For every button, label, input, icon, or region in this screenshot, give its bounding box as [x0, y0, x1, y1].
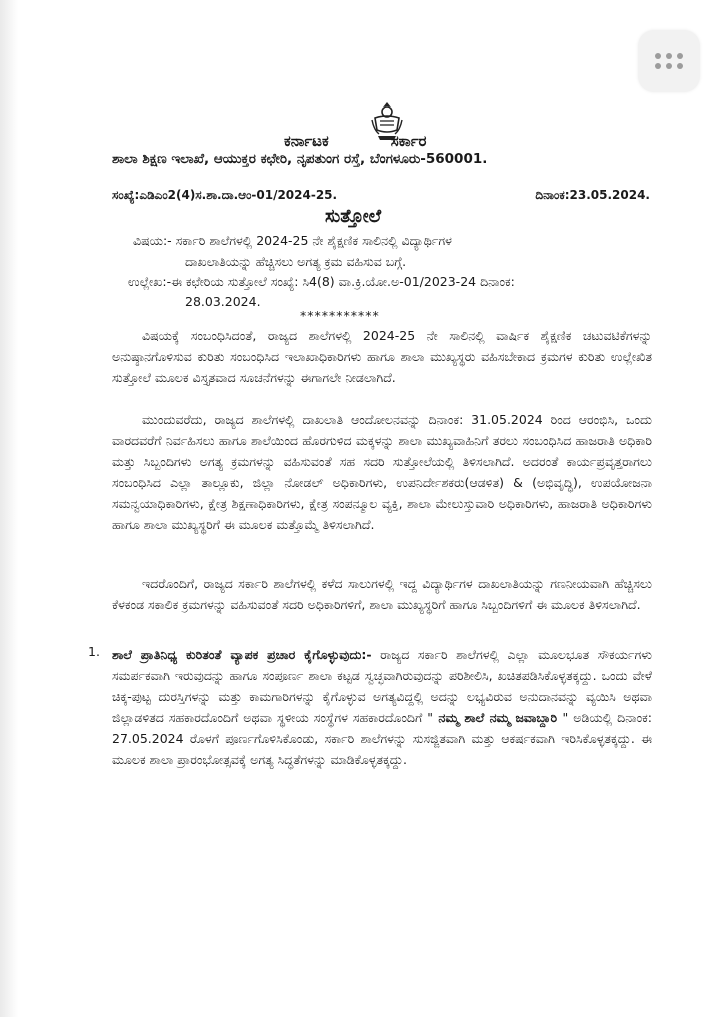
reference-number: ಸಂಖ್ಯೆ:ಎಡಿಎಂ2(4)ಸ.ಶಾ.ದಾ.ಆಂ-01/2024-25.	[112, 188, 338, 202]
item-1-heading: ಶಾಲೆ ಪ್ರಾತಿನಿಧ್ಯ ಕುರಿತಂತೆ ವ್ಯಾಪಕ ಪ್ರಚಾರ ಕೈಗೊಳ್ಳುವುದು:-	[112, 647, 372, 662]
reference-line-1: ಉಲ್ಲೇಖ:-ಈ ಕಛೇರಿಯ ಸುತ್ತೋಲೆ ಸಂಖ್ಯೆ: ಸಿ4(8) ವಾ.ಕ್ರಿ.ಯೋ.ಅ-01/2023-24 ದಿನಾಂಕ:	[128, 274, 515, 289]
item-1-slogan: ನಮ್ಮ ಶಾಲೆ ನಮ್ಮ ಜವಾಬ್ದಾರಿ	[433, 710, 563, 725]
paragraph-1: ವಿಷಯಕ್ಕೆ ಸಂಬಂಧಿಸಿದಂತೆ, ರಾಜ್ಯದ ಶಾಲೆಗಳಲ್ಲಿ 2024-25 ನೇ ಸಾಲಿನಲ್ಲಿ ವಾರ್ಷಿಕ ಶೈಕ್ಷಣಿಕ ಚಟುವಟಿಕೆಗಳನ್ನು ಅನುಷ್ಠಾನಗೊಳಿಸುವ ಕುರಿತು ಸಂಬಂಧಿಸಿದ ಇಲಾಖಾಧಿಕಾರಿಗಳು ಹಾಗೂ ಶಾಲಾ ಮುಖ್ಯಸ್ಥರು ವಹಿಸಬೇಕಾದ ಕ್ರಮಗಳ ಕುರಿತು ಉಲ್ಲೇಖಿತ ಸುತ್ತೋಲೆ ಮೂಲಕ ವಿಸ್ತೃತವಾದ ಸೂಚನೆಗಳನ್ನು ಈಗಾಗಲೇ ನೀಡಲಾಗಿದೆ.	[112, 328, 652, 385]
reference-line-2: 28.03.2024.	[185, 294, 261, 309]
header-title-left: ಕರ್ನಾಟಕ	[284, 132, 329, 150]
item-1	[112, 644, 652, 770]
header-title-right: ಸರ್ಕಾರ	[390, 132, 427, 150]
government-header	[284, 132, 426, 150]
item-1-text-b: " ಅಡಿಯಲ್ಲಿ ದಿನಾಂಕ: 27.05.2024 ರೊಳಗೆ ಪೂರ್ಣಗೊಳಿಸಿಕೊಂಡು, ಸರ್ಕಾರಿ ಶಾಲೆಗಳನ್ನು ಸುಸಜ್ಜಿತವಾಗಿ ಮತ್ತು ಆಕರ್ಷಕವಾಗಿ ಇರಿಸಿಕೊಳ್ಳತಕ್ಕದ್ದು. ಈ ಮೂಲಕ ಶಾಲಾ ಪ್ರಾರಂಭೋತ್ಸವಕ್ಕೆ ಅಗತ್ಯ ಸಿದ್ಧತೆಗಳನ್ನು ಮಾಡಿಕೊಳ್ಳತಕ್ಕದ್ದು.	[112, 710, 652, 767]
reference-date: ದಿನಾಂಕ:23.05.2024.	[535, 188, 650, 202]
separator: ***********	[300, 308, 380, 323]
more-options-icon	[655, 53, 683, 69]
more-options-button[interactable]	[638, 30, 700, 92]
department-address: ಶಾಲಾ ಶಿಕ್ಷಣ ಇಲಾಖೆ, ಆಯುಕ್ತರ ಕಛೇರಿ, ನೃಪತುಂಗ ರಸ್ತೆ, ಬೆಂಗಳೂರು-560001.	[112, 151, 488, 167]
circular-title: ಸುತ್ತೋಲೆ	[324, 206, 382, 227]
subject-line-2: ದಾಖಲಾತಿಯನ್ನು ಹೆಚ್ಚಿಸಲು ಅಗತ್ಯ ಕ್ರಮ ವಹಿಸುವ ಬಗ್ಗೆ.	[185, 254, 407, 269]
item-1-number: 1.	[88, 644, 100, 659]
paragraph-3: ಇದರೊಂದಿಗೆ, ರಾಜ್ಯದ ಸರ್ಕಾರಿ ಶಾಲೆಗಳಲ್ಲಿ ಕಳೆದ ಸಾಲುಗಳಲ್ಲಿ ಇದ್ದ ವಿದ್ಯಾರ್ಥಿಗಳ ದಾಖಲಾತಿಯನ್ನು ಗಣನೀಯವಾಗಿ ಹೆಚ್ಚಿಸಲು ಕೆಳಕಂಡ ಸಕಾಲಿಕ ಕ್ರಮಗಳನ್ನು ವಹಿಸುವಂತೆ ಸದರಿ ಅಧಿಕಾರಿಗಳಿಗೆ, ಶಾಲಾ ಮುಖ್ಯಸ್ಥರಿಗೆ ಹಾಗೂ ಸಿಬ್ಬಂದಿಗಳಿಗೆ ಈ ಮೂಲಕ ತಿಳಿಸಲಾಗಿದೆ.	[112, 576, 652, 612]
item-1-text-a: ರಾಜ್ಯದ ಸರ್ಕಾರಿ ಶಾಲೆಗಳಲ್ಲಿ ಎಲ್ಲಾ ಮೂಲಭೂತ ಸೌಕರ್ಯಗಳು ಸಮರ್ಪಕವಾಗಿ ಇರುವುದನ್ನು ಹಾಗೂ ಸಂಪೂರ್ಣ ಶಾಲಾ ಕಟ್ಟಡ ಸ್ವಚ್ಛವಾಗಿರುವುದನ್ನು ಪರಿಶೀಲಿಸಿ, ಖಚಿತಪಡಿಸಿಕೊಳ್ಳತಕ್ಕದ್ದು. ಒಂದು ವೇಳೆ ಚಿಕ್ಕ-ಪುಟ್ಟ ದುರಸ್ತಿಗಳನ್ನು ಮತ್ತು ಕಾಮಗಾರಿಗಳನ್ನು ಕೈಗೊಳ್ಳುವ ಅಗತ್ಯವಿದ್ದಲ್ಲಿ ಅದನ್ನು ಲಭ್ಯವಿರುವ ಅನುದಾನವನ್ನು ವ್ಯಯಿಸಿ ಅಥವಾ ಜಿಲ್ಲಾಡಳಿತದ ಸಹಕಾರದೊಂದಿಗೆ ಅಥವಾ ಸ್ಥಳೀಯ ಸಂಸ್ಥೆಗಳ ಸಹಕಾರದೊಂದಿಗೆ "	[112, 647, 652, 725]
subject-line-1: ವಿಷಯ:- ಸರ್ಕಾರಿ ಶಾಲೆಗಳಲ್ಲಿ 2024-25 ನೇ ಶೈಕ್ಷಣಿಕ ಸಾಲಿನಲ್ಲಿ ವಿದ್ಯಾರ್ಥಿಗಳ	[133, 233, 452, 248]
page-shadow-edge	[0, 0, 18, 1017]
paragraph-2: ಮುಂದುವರೆದು, ರಾಜ್ಯದ ಶಾಲೆಗಳಲ್ಲಿ ದಾಖಲಾತಿ ಆಂದೋಲನವನ್ನು ದಿನಾಂಕ: 31.05.2024 ರಿಂದ ಆರಂಭಿಸಿ, ಒಂದು ವಾರದವರೆಗೆ ನಿರ್ವಹಿಸಲು ಹಾಗೂ ಶಾಲೆಯಿಂದ ಹೊರಗುಳಿದ ಮಕ್ಕಳನ್ನು ಶಾಲಾ ಮುಖ್ಯವಾಹಿನಿಗೆ ತರಲು ಸಂಬಂಧಿಸಿದ ಹಾಜರಾತಿ ಅಧಿಕಾರಿ ಮತ್ತು ಸಿಬ್ಬಂದಿಗಳು ಅಗತ್ಯ ಕ್ರಮಗಳನ್ನು ವಹಿಸುವಂತೆ ಸಹ ಸದರಿ ಸುತ್ತೋಲೆಯಲ್ಲಿ ತಿಳಿಸಲಾಗಿದೆ. ಅದರಂತೆ ಕಾರ್ಯಪ್ರವೃತ್ತರಾಗಲು ಸಂಬಂಧಿಸಿದ ಎಲ್ಲಾ ತಾಲ್ಲೂಕು, ಜಿಲ್ಲಾ ನೋಡಲ್ ಅಧಿಕಾರಿಗಳು, ಉಪನಿರ್ದೇಶಕರು(ಆಡಳಿತ) & (ಅಭಿವೃದ್ಧಿ), ಉಪಯೋಜನಾ ಸಮನ್ವಯಾಧಿಕಾರಿಗಳು, ಕ್ಷೇತ್ರ ಶಿಕ್ಷಣಾಧಿಕಾರಿಗಳು, ಕ್ಷೇತ್ರ ಸಂಪನ್ಮೂಲ ವ್ಯಕ್ತಿ, ಶಾಲಾ ಮೇಲುಸ್ತುವಾರಿ ಅಧಿಕಾರಿಗಳು, ಹಾಜರಾತಿ ಅಧಿಕಾರಿಗಳು ಹಾಗೂ ಶಾಲಾ ಮುಖ್ಯಸ್ಥರಿಗೆ ಈ ಮೂಲಕ ಮತ್ತೊಮ್ಮೆ ತಿಳಿಸಲಾಗಿದೆ.	[112, 412, 652, 532]
